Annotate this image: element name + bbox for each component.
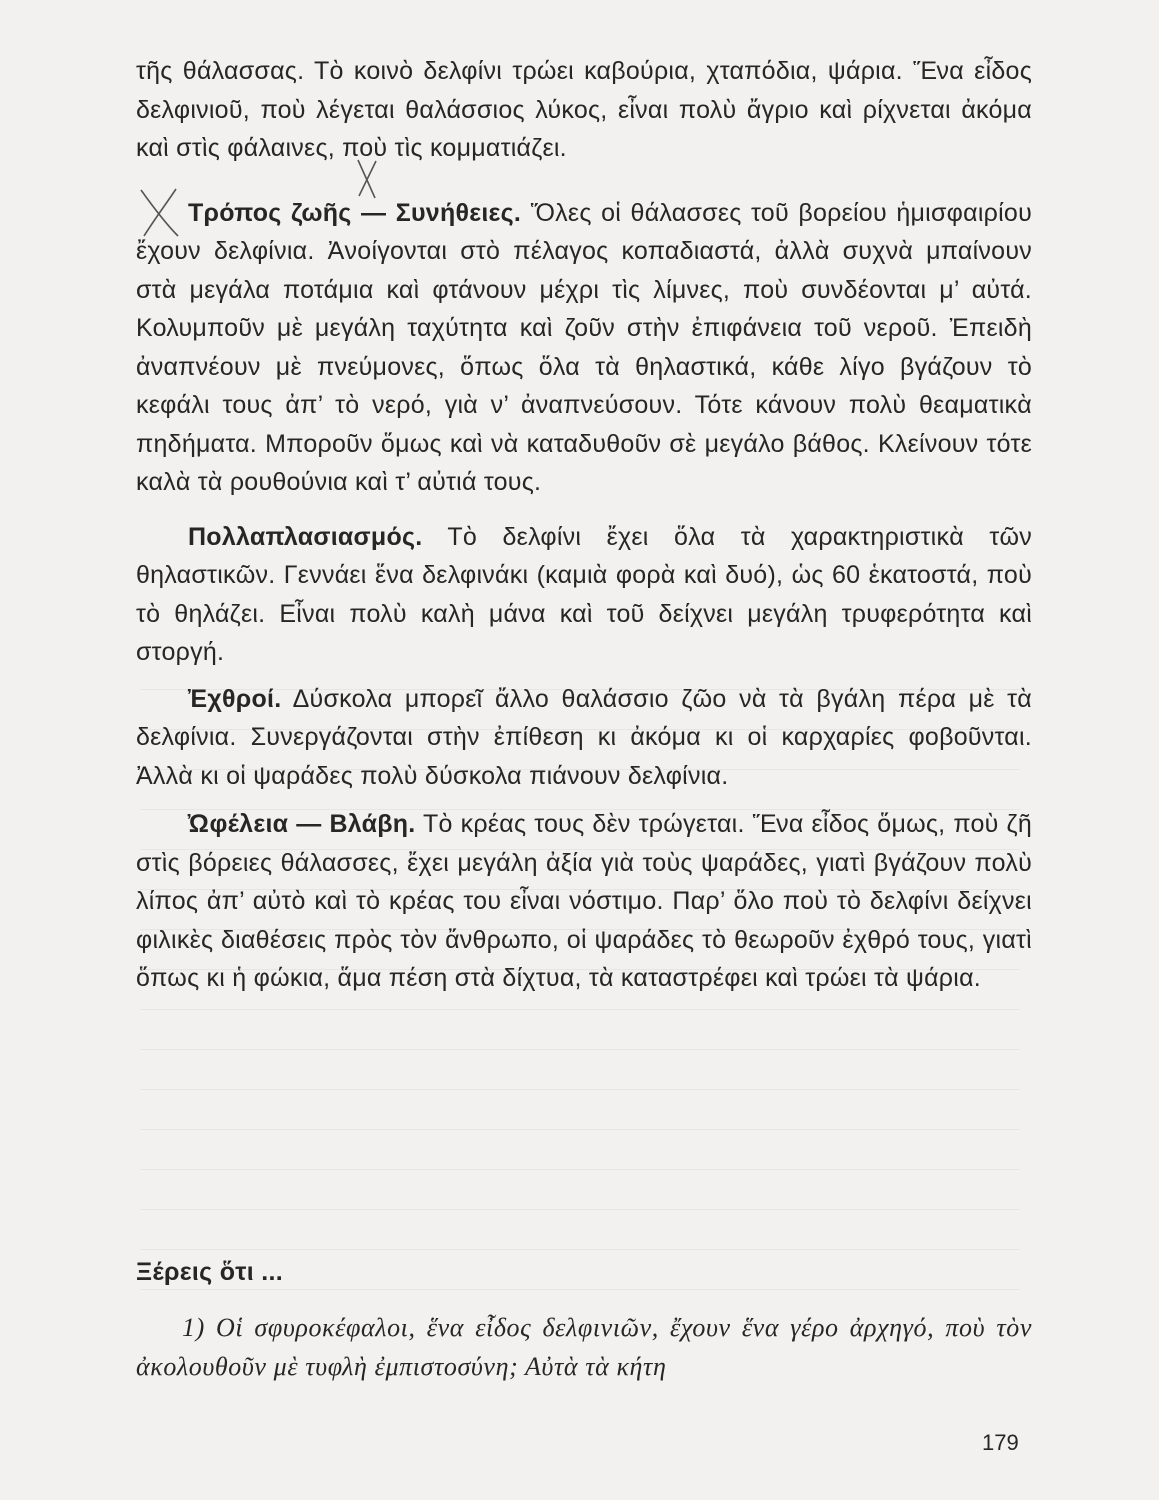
paragraph-enemies — [136, 680, 1032, 796]
paragraph-intro — [136, 52, 1032, 168]
paragraph-reproduction-text: Τὸ δελφίνι ἔχει ὅλα τὰ χαρακτηριστικὰ τῶν θηλαστικῶν. Γεννάει ἕνα δελφινάκι (καμιὰ φορὰ καὶ δυό), ὡς 60 ἑκατοστά, ποὺ τὸ θηλάζει. Εἶναι πολὺ καλὴ μάνα καὶ τοῦ δείχνει μεγάλη τρυφερότητα καὶ στοργή. — [136, 522, 1032, 666]
paragraph-way-of-life — [136, 194, 1032, 502]
section-heading-did-you-know: Ξέρεις ὅτι ... — [136, 1258, 283, 1286]
paragraph-way-of-life-text: Ὅλες οἱ θάλασσες τοῦ βορείου ἡμισφαιρίου ἔχουν δελφίνια. Ἀνοίγονται στὸ πέλαγος κοπαδιαστά, ἀλλὰ συχνὰ μπαίνουν στὰ μεγάλα ποτάμια καὶ φτάνουν μέχρι τὶς λίμνες, ποὺ συνδέονται μ’ αὐτά. Κολυμποῦν μὲ μεγάλη ταχύτητα καὶ ζοῦν στὴν ἐπιφάνεια τοῦ νεροῦ. Ἐπειδὴ ἀναπνέουν μὲ πνεύμονες, ὅπως ὅλα τὰ θηλαστικά, κάθε λίγο βγάζουν τὸ κεφάλι τους ἀπ’ τὸ νερό, γιὰ ν’ ἀναπνεύσουν. Τότε κάνουν πολὺ θεαματικὰ πηδήματα. Μποροῦν ὅμως καὶ νὰ καταδυθοῦν σὲ μεγάλο βάθος. Κλείνουν τότε καλὰ τὰ ρουθούνια καὶ τ’ αὐτιά τους. — [136, 198, 1032, 496]
heading-enemies: Ἐχθροί. — [188, 684, 282, 713]
did-you-know-item-1: 1) Οἱ σφυροκέφαλοι, ἕνα εἶδος δελφινιῶν, ἔχουν ἕνα γέρο ἀρχηγό, ποὺ τὸν ἀκολουθοῦν μὲ τυφλὴ ἐμπιστοσύνη; Αὐτὰ τὰ κήτη — [136, 1313, 1032, 1381]
paragraph-enemies-text: Δύσκολα μπορεῖ ἄλλο θαλάσσιο ζῶο νὰ τὰ βγάλη πέρα μὲ τὰ δελφίνια. Συνεργάζονται στὴν ἐπίθεση κι ἀκόμα κι οἱ καρχαρίες φοβοῦνται. Ἀλλὰ κι οἱ ψαράδες πολὺ δύσκολα πιάνουν δελφίνια. — [136, 684, 1032, 790]
heading-way-of-life: Τρόπος ζωῆς — Συνήθειες. — [188, 198, 522, 227]
heading-benefit-harm: Ὠφέλεια — Βλάβη. — [188, 810, 416, 838]
paragraph-reproduction — [136, 518, 1032, 672]
body-text — [136, 52, 1032, 998]
paragraph-benefit-harm-text: Τὸ κρέας τους δὲν τρώγεται. Ἕνα εἶδος ὅμως, ποὺ ζῆ στὶς βόρειες θάλασσες, ἔχει μεγάλη ἀξία γιὰ τοὺς ψαράδες, γιατὶ βγάζουν πολὺ λίπος ἀπ’ αὐτὸ καὶ τὸ κρέας του εἶναι νόστιμο. Παρ’ ὅλο ποὺ τὸ δελφίνι δείχνει φιλικὲς διαθέσεις πρὸς τὸν ἄνθρωπο, οἱ ψαράδες τὸ θεωροῦν ἐχθρό τους, γιατὶ ὅπως κι ἡ φώκια, ἅμα πέση στὰ δίχτυα, τὰ καταστρέφει καὶ τρώει τὰ ψάρια. — [136, 810, 1032, 992]
paragraph-benefit-harm — [136, 805, 1032, 998]
page-number: 179 — [982, 1430, 1019, 1455]
heading-reproduction: Πολλαπλασιασμός. — [188, 522, 423, 551]
paragraph-intro-text: τῆς θάλασσας. Τὸ κοινὸ δελφίνι τρώει καβούρια, χταπόδια, ψάρια. Ἕνα εἶδος δελφινιοῦ, ποὺ λέγεται θαλάσσιος λύκος, εἶναι πολὺ ἄγριο καὶ ρίχνεται ἀκόμα καὶ στὶς φάλαινες, ποὺ τὶς κομματιάζει. — [136, 57, 1032, 162]
